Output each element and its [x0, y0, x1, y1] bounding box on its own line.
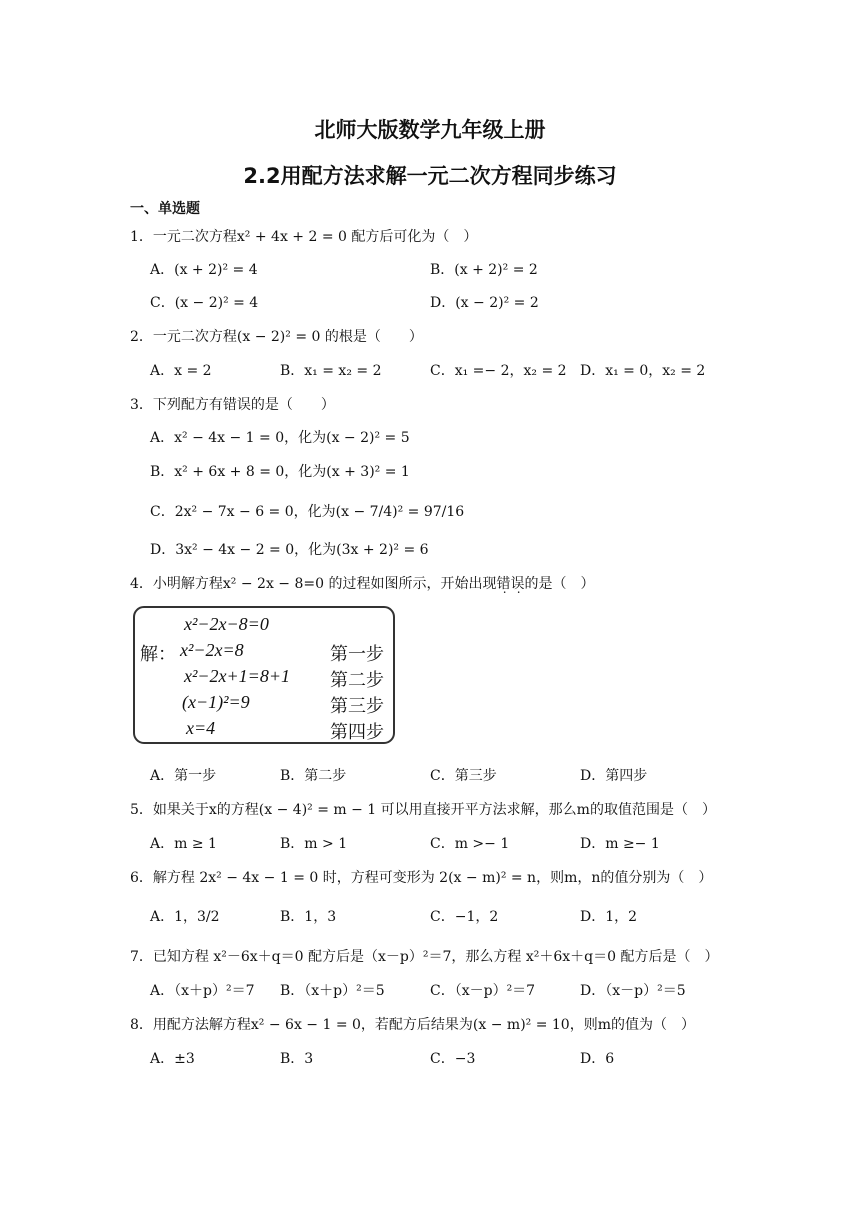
figure-step-3-label: 第三步 [330, 696, 384, 716]
question-3-option-b: B．x² + 6x + 8 = 0，化为(x + 3)² = 1 [150, 464, 410, 480]
question-1-option-a: A．(x + 2)² = 4 [150, 262, 258, 278]
question-8-option-a: A．±3 [150, 1051, 195, 1067]
question-4-option-a: A．第一步 [150, 768, 217, 784]
emphasis-char-1: 错 [496, 576, 511, 592]
question-2-option-b: B．x₁ = x₂ = 2 [280, 363, 382, 379]
question-4-option-b: B．第二步 [280, 768, 347, 784]
question-3-option-a: A．x² − 4x − 1 = 0，化为(x − 2)² = 5 [150, 430, 410, 446]
question-4-stem-end: 的是（ ） [524, 576, 595, 592]
question-3-option-d: D．3x² − 4x − 2 = 0，化为(3x + 2)² = 6 [150, 542, 429, 558]
figure-step-3-equation: (x−1)²=9 [182, 692, 250, 712]
figure-step-2-label: 第二步 [330, 670, 384, 690]
question-4-option-d: D．第四步 [580, 768, 648, 784]
question-4-option-c: C．第三步 [430, 768, 497, 784]
page-subtitle: 2.2用配方法求解一元二次方程同步练习 [243, 164, 617, 188]
question-7-option-c: C．（x－p）²＝7 [430, 983, 536, 999]
page-title: 北师大版数学九年级上册 [314, 118, 546, 142]
question-4-stem-start: 4．小明解方程x² − 2x − 8=0 的过程如图所示，开始出现 [130, 576, 497, 592]
question-2-option-d: D．x₁ = 0，x₂ = 2 [580, 363, 706, 379]
question-7-option-d: D．（x－p）²＝5 [580, 983, 686, 999]
question-2-option-c: C．x₁ =− 2，x₂ = 2 [430, 363, 567, 379]
question-5-option-b: B．m > 1 [280, 836, 348, 852]
question-7-option-a: A．（x＋p）²＝7 [150, 983, 255, 999]
question-1-option-b: B．(x + 2)² = 2 [430, 262, 538, 278]
question-5-option-c: C．m >− 1 [430, 836, 510, 852]
question-6-option-a: A．1，3/2 [150, 909, 220, 925]
question-5-stem: 5．如果关于x的方程(x − 4)² = m − 1 可以用直接开平方法求解，那么m的取值范围是（ ） [130, 802, 716, 818]
question-7-option-b: B．（x＋p）²＝5 [280, 983, 385, 999]
question-1-option-c: C．(x − 2)² = 4 [150, 295, 259, 311]
question-6-option-b: B．1，3 [280, 909, 337, 925]
question-6-option-d: D．1，2 [580, 909, 638, 925]
figure-step-1-equation: x²−2x=8 [180, 640, 244, 660]
question-1-stem: 1．一元二次方程x² + 4x + 2 = 0 配方后可化为（ ） [130, 229, 478, 245]
question-8-stem: 8．用配方法解方程x² − 6x − 1 = 0，若配方后结果为(x − m)² = 10，则m的值为（ ） [130, 1017, 695, 1033]
figure-solve-label: 解： [140, 644, 176, 664]
question-6-stem: 6．解方程 2x² − 4x − 1 = 0 时，方程可变形为 2(x − m)² = n，则m，n的值分别为（ ） [130, 870, 713, 886]
question-7-stem: 7．已知方程 x²－6x＋q＝0 配方后是（x－p）²＝7，那么方程 x²＋6x＋q＝0 配方后是（ ） [130, 949, 719, 965]
question-4-stem [130, 573, 594, 593]
question-8-option-b: B．3 [280, 1051, 314, 1067]
question-8-option-c: C．−3 [430, 1051, 476, 1067]
figure-equation-original: x²−2x−8=0 [184, 614, 269, 634]
question-1-option-d: D．(x − 2)² = 2 [430, 295, 539, 311]
figure-step-2-equation: x²−2x+1=8+1 [184, 666, 290, 686]
section-heading: 一、单选题 [130, 201, 200, 217]
question-8-option-d: D．6 [580, 1051, 615, 1067]
question-5-option-a: A．m ≥ 1 [150, 836, 217, 852]
question-6-option-c: C．−1，2 [430, 909, 499, 925]
emphasis-char-2: 误 [510, 576, 525, 592]
question-3-option-c: C．2x² − 7x − 6 = 0，化为(x − 7/4)² = 97/16 [150, 504, 465, 520]
figure-step-1-label: 第一步 [330, 644, 384, 664]
figure-step-4-equation: x=4 [186, 718, 216, 738]
question-3-stem: 3．下列配方有错误的是（ ） [130, 397, 335, 413]
question-5-option-d: D．m ≥− 1 [580, 836, 660, 852]
question-2-option-a: A．x = 2 [150, 363, 212, 379]
figure-step-4-label: 第四步 [330, 722, 384, 742]
question-2-stem: 2．一元二次方程(x − 2)² = 0 的根是（ ） [130, 329, 423, 345]
